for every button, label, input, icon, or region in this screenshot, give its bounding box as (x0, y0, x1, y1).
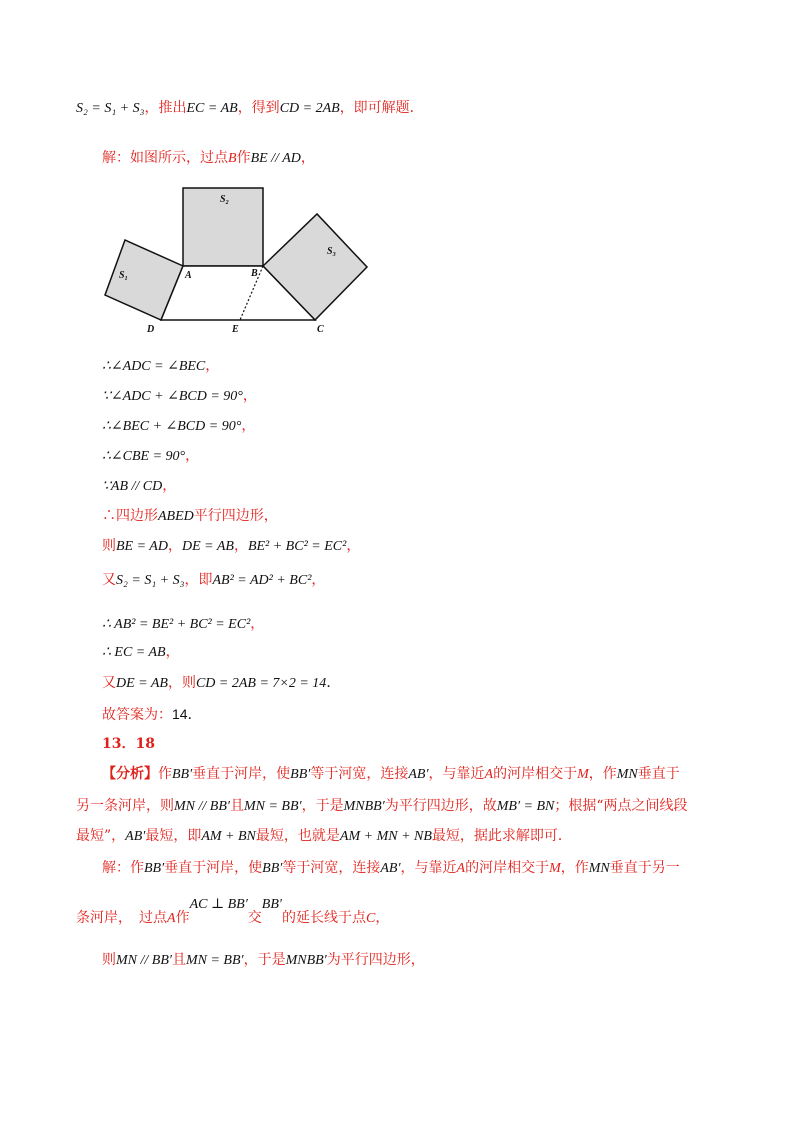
line-10: 又S₂ = S₁ + S₃，即AB² = AD² + BC²， (102, 572, 326, 588)
label-d: D (147, 324, 155, 335)
label-e: E (232, 324, 239, 335)
line-11: ∴ AB² = BE² + BC² = EC²， (102, 616, 265, 632)
label-s2: S₂ (220, 194, 230, 205)
line-2: 解：如图所示，过点B作BE // AD， (102, 150, 315, 166)
line-16: 【分析】作BB′垂直于河岸，使BB′等于河宽，连接AB′，与靠近A的河岸相交于M，作MN垂直于 (102, 766, 680, 782)
geometry-figure (95, 180, 385, 340)
line-18: 最短”，AB′最短，即AM + BN最短，也就是AM + MN + NB最短，据此求解即可． (76, 828, 572, 844)
line-12: ∴ EC = AB， (102, 644, 180, 660)
line-14: 故答案为：14． (102, 706, 202, 723)
line-1: S₂ = S₁ + S₃，推出EC = AB，得到CD = 2AB，即可解题． (76, 100, 424, 116)
label-s1: S₁ (119, 270, 129, 281)
label-s3: S₃ (327, 246, 337, 257)
line-13: 又DE = AB，则CD = 2AB = 7×2 = 14． (102, 675, 341, 691)
line-20: 条河岸， 过点A作AC ⊥ BB′交BB′的延长线于点C， (76, 897, 390, 926)
line-21: 则MN // BB′且MN = BB′，于是MNBB′为平行四边形， (102, 952, 425, 968)
line-3: ∴∠ADC = ∠BEC， (102, 358, 220, 374)
line-19: 解：作BB′垂直于河岸，使BB′等于河宽，连接AB′，与靠近A的河岸相交于M，作MN垂直于另一 (102, 860, 680, 876)
line-4: ∵∠ADC + ∠BCD = 90°， (102, 388, 257, 404)
line-7: ∵AB // CD， (102, 478, 177, 494)
line-5: ∴∠BEC + ∠BCD = 90°， (102, 418, 256, 434)
line-9: 则BE = AD，DE = AB，BE² + BC² = EC²， (102, 538, 361, 554)
label-b: B (251, 268, 258, 279)
label-c: C (317, 324, 324, 335)
line-6: ∴∠CBE = 90°， (102, 448, 200, 464)
line-17: 另一条河岸，则MN // BB′且MN = BB′，于是MNBB′为平行四边形，故MB′ = BN；根据“两点之间线段 (76, 798, 688, 814)
problem-13-heading: 13．18 (102, 736, 155, 752)
label-a: A (185, 270, 192, 281)
line-8: ∴四边形ABED平行四边形， (102, 508, 278, 524)
